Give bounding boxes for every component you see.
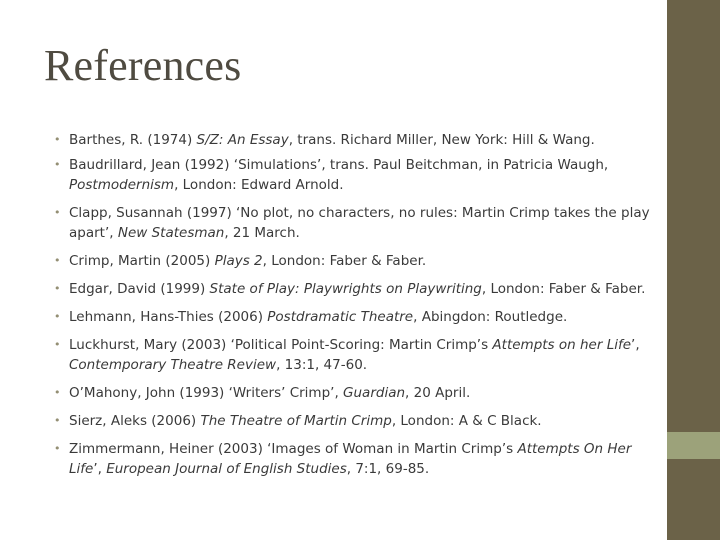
reference-item: • Barthes, R. (1974) S/Z: An Essay, trans. Richard Miller, New York: Hill & Wang.: [54, 130, 666, 150]
accent-band-bottom: [667, 459, 720, 540]
reference-item: • Sierz, Aleks (2006) The Theatre of Martin Crimp, London: A & C Black.: [54, 411, 666, 431]
reference-item: • Lehmann, Hans-Thies (2006) Postdramatic Theatre, Abingdon: Routledge.: [54, 307, 666, 327]
reference-item: • Clapp, Susannah (1997) ‘No plot, no characters, no rules: Martin Crimp takes the play apart’, New Statesman, 21 March.: [54, 203, 666, 243]
reference-item: • Crimp, Martin (2005) Plays 2, London: Faber & Faber.: [54, 251, 666, 271]
accent-band-top: [667, 0, 720, 432]
accent-band-middle: [667, 432, 720, 459]
reference-item: • Edgar, David (1999) State of Play: Playwrights on Playwriting, London: Faber & Faber.: [54, 279, 666, 299]
reference-item: • Zimmermann, Heiner (2003) ‘Images of Woman in Martin Crimp’s Attempts On Her Life’, European Journal of English Studies, 7:1, 69-85.: [54, 439, 666, 479]
reference-list: [54, 130, 666, 487]
reference-item: • Baudrillard, Jean (1992) ‘Simulations’, trans. Paul Beitchman, in Patricia Waugh, Postmodernism, London: Edward Arnold.: [54, 155, 666, 195]
slide-title: References: [44, 41, 242, 90]
reference-item: • Luckhurst, Mary (2003) ‘Political Point-Scoring: Martin Crimp’s Attempts on her Life’, Contemporary Theatre Review, 13:1, 47-60.: [54, 335, 666, 375]
reference-item: • O’Mahony, John (1993) ‘Writers’ Crimp’, Guardian, 20 April.: [54, 383, 666, 403]
